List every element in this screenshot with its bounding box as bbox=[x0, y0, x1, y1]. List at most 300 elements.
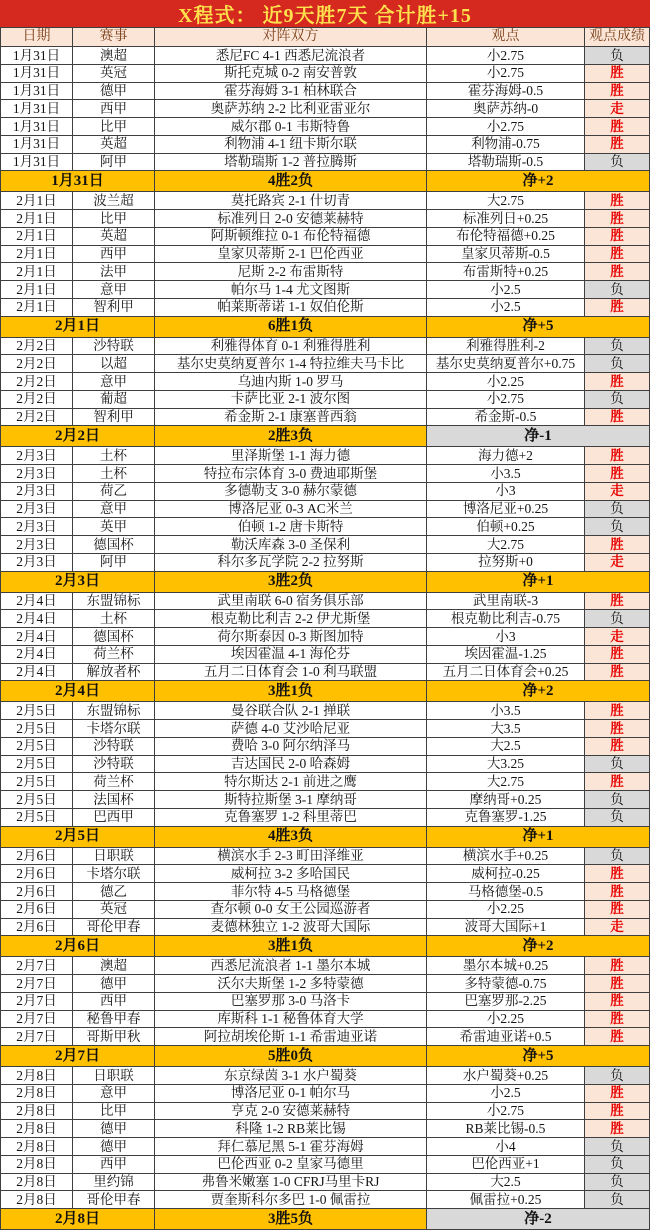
result-cell: 胜 bbox=[585, 299, 650, 317]
result-cell: 负 bbox=[585, 154, 650, 172]
table-row bbox=[0, 47, 650, 65]
league-cell: 德甲 bbox=[73, 1120, 155, 1138]
view-cell: 小2.75 bbox=[427, 65, 585, 83]
table-row bbox=[0, 447, 650, 465]
league-cell: 东盟锦标 bbox=[73, 702, 155, 720]
result-cell: 负 bbox=[585, 1174, 650, 1192]
summary-net-cell: 净+2 bbox=[427, 171, 650, 192]
view-cell: 波哥大国际+1 bbox=[427, 919, 585, 937]
date-cell: 2月4日 bbox=[0, 628, 73, 646]
league-cell: 英甲 bbox=[73, 518, 155, 536]
result-cell: 胜 bbox=[585, 246, 650, 264]
date-cell: 2月2日 bbox=[0, 355, 73, 373]
date-cell: 2月2日 bbox=[0, 391, 73, 409]
match-cell: 曼谷联合队 2-1 掸联 bbox=[155, 702, 427, 720]
league-cell: 澳超 bbox=[73, 957, 155, 975]
result-cell: 负 bbox=[585, 47, 650, 65]
league-cell: 西甲 bbox=[73, 1156, 155, 1174]
match-cell: 塔勒瑞斯 1-2 普拉腾斯 bbox=[155, 154, 427, 172]
header-league: 赛事 bbox=[73, 28, 155, 47]
result-cell: 胜 bbox=[585, 1028, 650, 1046]
result-cell: 胜 bbox=[585, 593, 650, 611]
league-cell: 西甲 bbox=[73, 100, 155, 118]
league-cell: 里约锦 bbox=[73, 1174, 155, 1192]
date-cell: 2月1日 bbox=[0, 246, 73, 264]
table-row bbox=[0, 100, 650, 118]
result-cell: 胜 bbox=[585, 957, 650, 975]
date-cell: 2月8日 bbox=[0, 1120, 73, 1138]
table-row bbox=[0, 1085, 650, 1103]
date-cell: 2月1日 bbox=[0, 263, 73, 281]
header-view: 观点 bbox=[427, 28, 585, 47]
league-cell: 荷乙 bbox=[73, 483, 155, 501]
view-cell: 塔勒瑞斯-0.5 bbox=[427, 154, 585, 172]
result-cell: 胜 bbox=[585, 720, 650, 738]
view-cell: 摩纳哥+0.25 bbox=[427, 791, 585, 809]
summary-net-cell: 净+1 bbox=[427, 827, 650, 848]
table-row bbox=[0, 391, 650, 409]
table-row bbox=[0, 1011, 650, 1029]
summary-record-cell: 3胜1负 bbox=[155, 936, 427, 957]
summary-record-cell: 3胜2负 bbox=[155, 572, 427, 593]
league-cell: 德甲 bbox=[73, 975, 155, 993]
view-cell: 小2.75 bbox=[427, 1103, 585, 1121]
date-cell: 2月3日 bbox=[0, 501, 73, 519]
league-cell: 以超 bbox=[73, 355, 155, 373]
view-cell: 小2.75 bbox=[427, 391, 585, 409]
view-cell: 小3 bbox=[427, 628, 585, 646]
table-row bbox=[0, 773, 650, 791]
league-cell: 卡塔尔联 bbox=[73, 720, 155, 738]
date-cell: 2月8日 bbox=[0, 1085, 73, 1103]
date-cell: 2月1日 bbox=[0, 210, 73, 228]
date-cell: 2月4日 bbox=[0, 646, 73, 664]
result-cell: 胜 bbox=[585, 373, 650, 391]
match-cell: 科隆 1-2 RB莱比锡 bbox=[155, 1120, 427, 1138]
match-cell: 菲尔特 4-5 马格德堡 bbox=[155, 883, 427, 901]
summary-date-cell: 2月1日 bbox=[0, 317, 155, 338]
table-row bbox=[0, 756, 650, 774]
date-cell: 1月31日 bbox=[0, 47, 73, 65]
league-cell: 澳超 bbox=[73, 47, 155, 65]
table-row bbox=[0, 136, 650, 154]
view-cell: 小2.5 bbox=[427, 299, 585, 317]
league-cell: 德甲 bbox=[73, 83, 155, 101]
date-cell: 1月31日 bbox=[0, 118, 73, 136]
result-cell: 负 bbox=[585, 1156, 650, 1174]
summary-row bbox=[0, 572, 650, 593]
date-cell: 2月3日 bbox=[0, 483, 73, 501]
match-cell: 皇家贝蒂斯 2-1 巴伦西亚 bbox=[155, 246, 427, 264]
summary-net-cell: 净-1 bbox=[427, 426, 650, 447]
summary-net-cell: 净+5 bbox=[427, 1046, 650, 1067]
match-cell: 特尔斯达 2-1 前进之鹰 bbox=[155, 773, 427, 791]
table-row bbox=[0, 919, 650, 937]
view-cell: 马格德堡-0.5 bbox=[427, 883, 585, 901]
match-cell: 克鲁塞罗 1-2 科里蒂巴 bbox=[155, 809, 427, 827]
match-cell: 库斯科 1-1 秘鲁体育大学 bbox=[155, 1011, 427, 1029]
match-cell: 帕尔马 1-4 尤文图斯 bbox=[155, 281, 427, 299]
result-cell: 胜 bbox=[585, 1120, 650, 1138]
league-cell: 沙特联 bbox=[73, 756, 155, 774]
date-cell: 2月7日 bbox=[0, 975, 73, 993]
view-cell: 小2.5 bbox=[427, 1085, 585, 1103]
match-cell: 查尔顿 0-0 女王公园巡游者 bbox=[155, 901, 427, 919]
view-cell: 小2.5 bbox=[427, 281, 585, 299]
result-cell: 胜 bbox=[585, 993, 650, 1011]
view-cell: 皇家贝蒂斯-0.5 bbox=[427, 246, 585, 264]
date-cell: 2月1日 bbox=[0, 281, 73, 299]
header-result: 观点成绩 bbox=[585, 28, 650, 47]
table-row bbox=[0, 554, 650, 572]
summary-record-cell: 6胜1负 bbox=[155, 317, 427, 338]
result-cell: 胜 bbox=[585, 702, 650, 720]
result-cell: 负 bbox=[585, 355, 650, 373]
header-date: 日期 bbox=[0, 28, 73, 47]
match-cell: 尼斯 2-2 布雷斯特 bbox=[155, 263, 427, 281]
summary-record-cell: 4胜3负 bbox=[155, 827, 427, 848]
result-cell: 胜 bbox=[585, 975, 650, 993]
view-cell: 小3.5 bbox=[427, 702, 585, 720]
table-row bbox=[0, 901, 650, 919]
table-row bbox=[0, 809, 650, 827]
date-cell: 2月5日 bbox=[0, 738, 73, 756]
result-cell: 负 bbox=[585, 848, 650, 866]
view-cell: 小2.75 bbox=[427, 118, 585, 136]
league-cell: 西甲 bbox=[73, 993, 155, 1011]
summary-net-cell: 净+1 bbox=[427, 572, 650, 593]
match-cell: 博洛尼亚 0-3 AC米兰 bbox=[155, 501, 427, 519]
league-cell: 法国杯 bbox=[73, 791, 155, 809]
summary-date-cell: 2月6日 bbox=[0, 936, 155, 957]
match-cell: 利物浦 4-1 纽卡斯尔联 bbox=[155, 136, 427, 154]
table-row bbox=[0, 593, 650, 611]
summary-row bbox=[0, 1046, 650, 1067]
match-cell: 莫托路宾 2-1 什切青 bbox=[155, 192, 427, 210]
match-cell: 斯特拉斯堡 3-1 摩纳哥 bbox=[155, 791, 427, 809]
table-row bbox=[0, 299, 650, 317]
view-cell: 克鲁塞罗-1.25 bbox=[427, 809, 585, 827]
summary-record-cell: 3胜1负 bbox=[155, 681, 427, 702]
result-cell: 胜 bbox=[585, 865, 650, 883]
view-cell: 五月二日体育会+0.25 bbox=[427, 664, 585, 682]
result-cell: 负 bbox=[585, 809, 650, 827]
match-cell: 费哈 3-0 阿尔纳泽马 bbox=[155, 738, 427, 756]
sheet-title: X程式： 近9天胜7天 合计胜+15 bbox=[0, 0, 650, 28]
view-cell: 佩雷拉+0.25 bbox=[427, 1191, 585, 1209]
view-cell: 巴塞罗那-2.25 bbox=[427, 993, 585, 1011]
summary-row bbox=[0, 936, 650, 957]
table-row bbox=[0, 1103, 650, 1121]
view-cell: 伯顿+0.25 bbox=[427, 518, 585, 536]
date-cell: 1月31日 bbox=[0, 83, 73, 101]
table-row bbox=[0, 1191, 650, 1209]
league-cell: 巴西甲 bbox=[73, 809, 155, 827]
league-cell: 波兰超 bbox=[73, 192, 155, 210]
date-cell: 2月7日 bbox=[0, 1011, 73, 1029]
league-cell: 比甲 bbox=[73, 1103, 155, 1121]
result-cell: 胜 bbox=[585, 773, 650, 791]
date-cell: 2月1日 bbox=[0, 192, 73, 210]
view-cell: 海力德+2 bbox=[427, 447, 585, 465]
match-cell: 五月二日体育会 1-0 利马联盟 bbox=[155, 664, 427, 682]
date-cell: 2月5日 bbox=[0, 756, 73, 774]
league-cell: 哥伦甲春 bbox=[73, 1191, 155, 1209]
result-cell: 胜 bbox=[585, 664, 650, 682]
date-cell: 2月4日 bbox=[0, 593, 73, 611]
view-cell: 大2.5 bbox=[427, 1174, 585, 1192]
table-row bbox=[0, 865, 650, 883]
view-cell: 小2.25 bbox=[427, 901, 585, 919]
table-row bbox=[0, 409, 650, 427]
result-cell: 负 bbox=[585, 391, 650, 409]
table-row bbox=[0, 536, 650, 554]
match-cell: 乌迪内斯 1-0 罗马 bbox=[155, 373, 427, 391]
table-row bbox=[0, 1120, 650, 1138]
match-cell: 特拉布宗体育 3-0 费迪耶斯堡 bbox=[155, 465, 427, 483]
league-cell: 西甲 bbox=[73, 246, 155, 264]
result-cell: 负 bbox=[585, 610, 650, 628]
table-row bbox=[0, 210, 650, 228]
result-cell: 走 bbox=[585, 100, 650, 118]
league-cell: 荷兰杯 bbox=[73, 773, 155, 791]
summary-row bbox=[0, 681, 650, 702]
match-cell: 阿斯顿维拉 0-1 布伦特福德 bbox=[155, 228, 427, 246]
match-cell: 吉达国民 2-0 哈森姆 bbox=[155, 756, 427, 774]
league-cell: 意甲 bbox=[73, 1085, 155, 1103]
summary-date-cell: 1月31日 bbox=[0, 171, 155, 192]
view-cell: 基尔史莫纳夏普尔+0.75 bbox=[427, 355, 585, 373]
league-cell: 意甲 bbox=[73, 373, 155, 391]
table-row bbox=[0, 993, 650, 1011]
table-row bbox=[0, 338, 650, 356]
league-cell: 英冠 bbox=[73, 65, 155, 83]
match-cell: 巴塞罗那 3-0 马洛卡 bbox=[155, 993, 427, 1011]
result-cell: 胜 bbox=[585, 1011, 650, 1029]
view-cell: 埃因霍温-1.25 bbox=[427, 646, 585, 664]
match-cell: 亨克 2-0 安德莱赫特 bbox=[155, 1103, 427, 1121]
result-cell: 胜 bbox=[585, 465, 650, 483]
view-cell: 大2.75 bbox=[427, 536, 585, 554]
match-cell: 多德勒支 3-0 赫尔蒙德 bbox=[155, 483, 427, 501]
league-cell: 哥斯甲秋 bbox=[73, 1028, 155, 1046]
summary-date-cell: 2月8日 bbox=[0, 1209, 155, 1230]
date-cell: 2月6日 bbox=[0, 901, 73, 919]
match-cell: 拜仁慕尼黑 5-1 霍芬海姆 bbox=[155, 1138, 427, 1156]
view-cell: 小3.5 bbox=[427, 465, 585, 483]
result-cell: 胜 bbox=[585, 409, 650, 427]
table-row bbox=[0, 465, 650, 483]
match-cell: 悉尼FC 4-1 西悉尼流浪者 bbox=[155, 47, 427, 65]
result-cell: 走 bbox=[585, 628, 650, 646]
date-cell: 2月6日 bbox=[0, 919, 73, 937]
view-cell: 小4 bbox=[427, 1138, 585, 1156]
table-row bbox=[0, 263, 650, 281]
league-cell: 沙特联 bbox=[73, 338, 155, 356]
match-cell: 希金斯 2-1 康塞普西翁 bbox=[155, 409, 427, 427]
summary-date-cell: 2月3日 bbox=[0, 572, 155, 593]
date-cell: 2月2日 bbox=[0, 338, 73, 356]
date-cell: 2月5日 bbox=[0, 773, 73, 791]
summary-row bbox=[0, 1209, 650, 1230]
view-cell: 横滨水手+0.25 bbox=[427, 848, 585, 866]
table-row bbox=[0, 720, 650, 738]
date-cell: 1月31日 bbox=[0, 100, 73, 118]
match-cell: 标准列日 2-0 安德莱赫特 bbox=[155, 210, 427, 228]
league-cell: 智利甲 bbox=[73, 409, 155, 427]
league-cell: 荷兰杯 bbox=[73, 646, 155, 664]
date-cell: 2月6日 bbox=[0, 865, 73, 883]
match-cell: 奥萨苏纳 2-2 比利亚雷亚尔 bbox=[155, 100, 427, 118]
view-cell: 小2.25 bbox=[427, 1011, 585, 1029]
summary-row bbox=[0, 171, 650, 192]
table-row bbox=[0, 702, 650, 720]
result-cell: 胜 bbox=[585, 83, 650, 101]
date-cell: 2月7日 bbox=[0, 957, 73, 975]
date-cell: 1月31日 bbox=[0, 65, 73, 83]
league-cell: 德乙 bbox=[73, 883, 155, 901]
league-cell: 比甲 bbox=[73, 118, 155, 136]
league-cell: 阿甲 bbox=[73, 554, 155, 572]
match-cell: 阿拉胡埃伦斯 1-1 希雷迪亚诺 bbox=[155, 1028, 427, 1046]
summary-date-cell: 2月5日 bbox=[0, 827, 155, 848]
date-cell: 2月3日 bbox=[0, 518, 73, 536]
match-cell: 萨德 4-0 艾沙哈尼亚 bbox=[155, 720, 427, 738]
date-cell: 1月31日 bbox=[0, 136, 73, 154]
table-row bbox=[0, 118, 650, 136]
match-cell: 威尔郡 0-1 韦斯特鲁 bbox=[155, 118, 427, 136]
league-cell: 土杯 bbox=[73, 447, 155, 465]
table-row bbox=[0, 518, 650, 536]
date-cell: 2月5日 bbox=[0, 702, 73, 720]
result-cell: 胜 bbox=[585, 447, 650, 465]
league-cell: 比甲 bbox=[73, 210, 155, 228]
date-cell: 2月2日 bbox=[0, 373, 73, 391]
table-row bbox=[0, 883, 650, 901]
date-cell: 2月3日 bbox=[0, 465, 73, 483]
date-cell: 2月8日 bbox=[0, 1191, 73, 1209]
view-cell: 大2.75 bbox=[427, 773, 585, 791]
table-row bbox=[0, 1067, 650, 1085]
match-cell: 贾奎斯科尔多巴 1-0 佩雷拉 bbox=[155, 1191, 427, 1209]
result-cell: 负 bbox=[585, 1067, 650, 1085]
view-cell: 霍芬海姆-0.5 bbox=[427, 83, 585, 101]
date-cell: 2月6日 bbox=[0, 883, 73, 901]
table-row bbox=[0, 628, 650, 646]
view-cell: 小3 bbox=[427, 483, 585, 501]
date-cell: 2月3日 bbox=[0, 447, 73, 465]
view-cell: 布伦特福德+0.25 bbox=[427, 228, 585, 246]
date-cell: 2月8日 bbox=[0, 1138, 73, 1156]
result-cell: 走 bbox=[585, 554, 650, 572]
table-row bbox=[0, 1028, 650, 1046]
date-cell: 2月4日 bbox=[0, 664, 73, 682]
view-cell: 大3.5 bbox=[427, 720, 585, 738]
date-cell: 2月5日 bbox=[0, 720, 73, 738]
match-cell: 帕莱斯蒂诺 1-1 奴伯伦斯 bbox=[155, 299, 427, 317]
date-cell: 2月3日 bbox=[0, 536, 73, 554]
table-row bbox=[0, 355, 650, 373]
table-row bbox=[0, 192, 650, 210]
table-row bbox=[0, 610, 650, 628]
summary-date-cell: 2月7日 bbox=[0, 1046, 155, 1067]
match-cell: 西悉尼流浪者 1-1 墨尔本城 bbox=[155, 957, 427, 975]
match-cell: 基尔史莫纳夏普尔 1-4 特拉维夫马卡比 bbox=[155, 355, 427, 373]
result-cell: 负 bbox=[585, 338, 650, 356]
summary-date-cell: 2月2日 bbox=[0, 426, 155, 447]
league-cell: 阿甲 bbox=[73, 154, 155, 172]
match-cell: 利雅得体育 0-1 利雅得胜利 bbox=[155, 338, 427, 356]
view-cell: 布雷斯特+0.25 bbox=[427, 263, 585, 281]
view-cell: 博洛尼亚+0.25 bbox=[427, 501, 585, 519]
match-cell: 科尔多瓦学院 2-2 拉努斯 bbox=[155, 554, 427, 572]
league-cell: 意甲 bbox=[73, 281, 155, 299]
match-cell: 威柯拉 3-2 多哈国民 bbox=[155, 865, 427, 883]
match-cell: 埃因霍温 4-1 海伦芬 bbox=[155, 646, 427, 664]
table-row bbox=[0, 228, 650, 246]
table-row bbox=[0, 483, 650, 501]
league-cell: 德国杯 bbox=[73, 628, 155, 646]
league-cell: 土杯 bbox=[73, 610, 155, 628]
result-cell: 胜 bbox=[585, 1085, 650, 1103]
view-cell: 水户蜀葵+0.25 bbox=[427, 1067, 585, 1085]
summary-net-cell: 净+2 bbox=[427, 936, 650, 957]
result-cell: 负 bbox=[585, 756, 650, 774]
view-cell: RB莱比锡-0.5 bbox=[427, 1120, 585, 1138]
match-cell: 东京绿茵 3-1 水户蜀葵 bbox=[155, 1067, 427, 1085]
date-cell: 2月4日 bbox=[0, 610, 73, 628]
match-cell: 沃尔夫斯堡 1-2 多特蒙德 bbox=[155, 975, 427, 993]
summary-record-cell: 4胜2负 bbox=[155, 171, 427, 192]
table-row bbox=[0, 738, 650, 756]
date-cell: 2月5日 bbox=[0, 809, 73, 827]
league-cell: 意甲 bbox=[73, 501, 155, 519]
result-cell: 负 bbox=[585, 1138, 650, 1156]
result-cell: 胜 bbox=[585, 65, 650, 83]
view-cell: 希雷迪亚诺+0.5 bbox=[427, 1028, 585, 1046]
table-row bbox=[0, 1174, 650, 1192]
summary-row bbox=[0, 827, 650, 848]
table-row bbox=[0, 246, 650, 264]
view-cell: 大2.5 bbox=[427, 738, 585, 756]
league-cell: 日职联 bbox=[73, 1067, 155, 1085]
summary-record-cell: 5胜0负 bbox=[155, 1046, 427, 1067]
match-cell: 博洛尼亚 0-1 帕尔马 bbox=[155, 1085, 427, 1103]
league-cell: 土杯 bbox=[73, 465, 155, 483]
date-cell: 2月5日 bbox=[0, 791, 73, 809]
match-cell: 横滨水手 2-3 町田泽维亚 bbox=[155, 848, 427, 866]
date-cell: 2月3日 bbox=[0, 554, 73, 572]
date-cell: 2月7日 bbox=[0, 993, 73, 1011]
league-cell: 英冠 bbox=[73, 901, 155, 919]
match-cell: 伯顿 1-2 唐卡斯特 bbox=[155, 518, 427, 536]
result-cell: 负 bbox=[585, 791, 650, 809]
match-cell: 弗鲁米嫩塞 1-0 CFRJ马里卡RJ bbox=[155, 1174, 427, 1192]
result-cell: 胜 bbox=[585, 228, 650, 246]
match-cell: 根克勒比利吉 2-2 伊尤斯堡 bbox=[155, 610, 427, 628]
match-cell: 里泽斯堡 1-1 海力德 bbox=[155, 447, 427, 465]
table-row bbox=[0, 281, 650, 299]
view-cell: 小2.25 bbox=[427, 373, 585, 391]
match-cell: 巴伦西亚 0-2 皇家马德里 bbox=[155, 1156, 427, 1174]
result-cell: 胜 bbox=[585, 210, 650, 228]
league-cell: 哥伦甲春 bbox=[73, 919, 155, 937]
summary-record-cell: 3胜5负 bbox=[155, 1209, 427, 1230]
table-row bbox=[0, 1138, 650, 1156]
view-cell: 多特蒙德-0.75 bbox=[427, 975, 585, 993]
result-cell: 胜 bbox=[585, 536, 650, 554]
view-cell: 希金斯-0.5 bbox=[427, 409, 585, 427]
